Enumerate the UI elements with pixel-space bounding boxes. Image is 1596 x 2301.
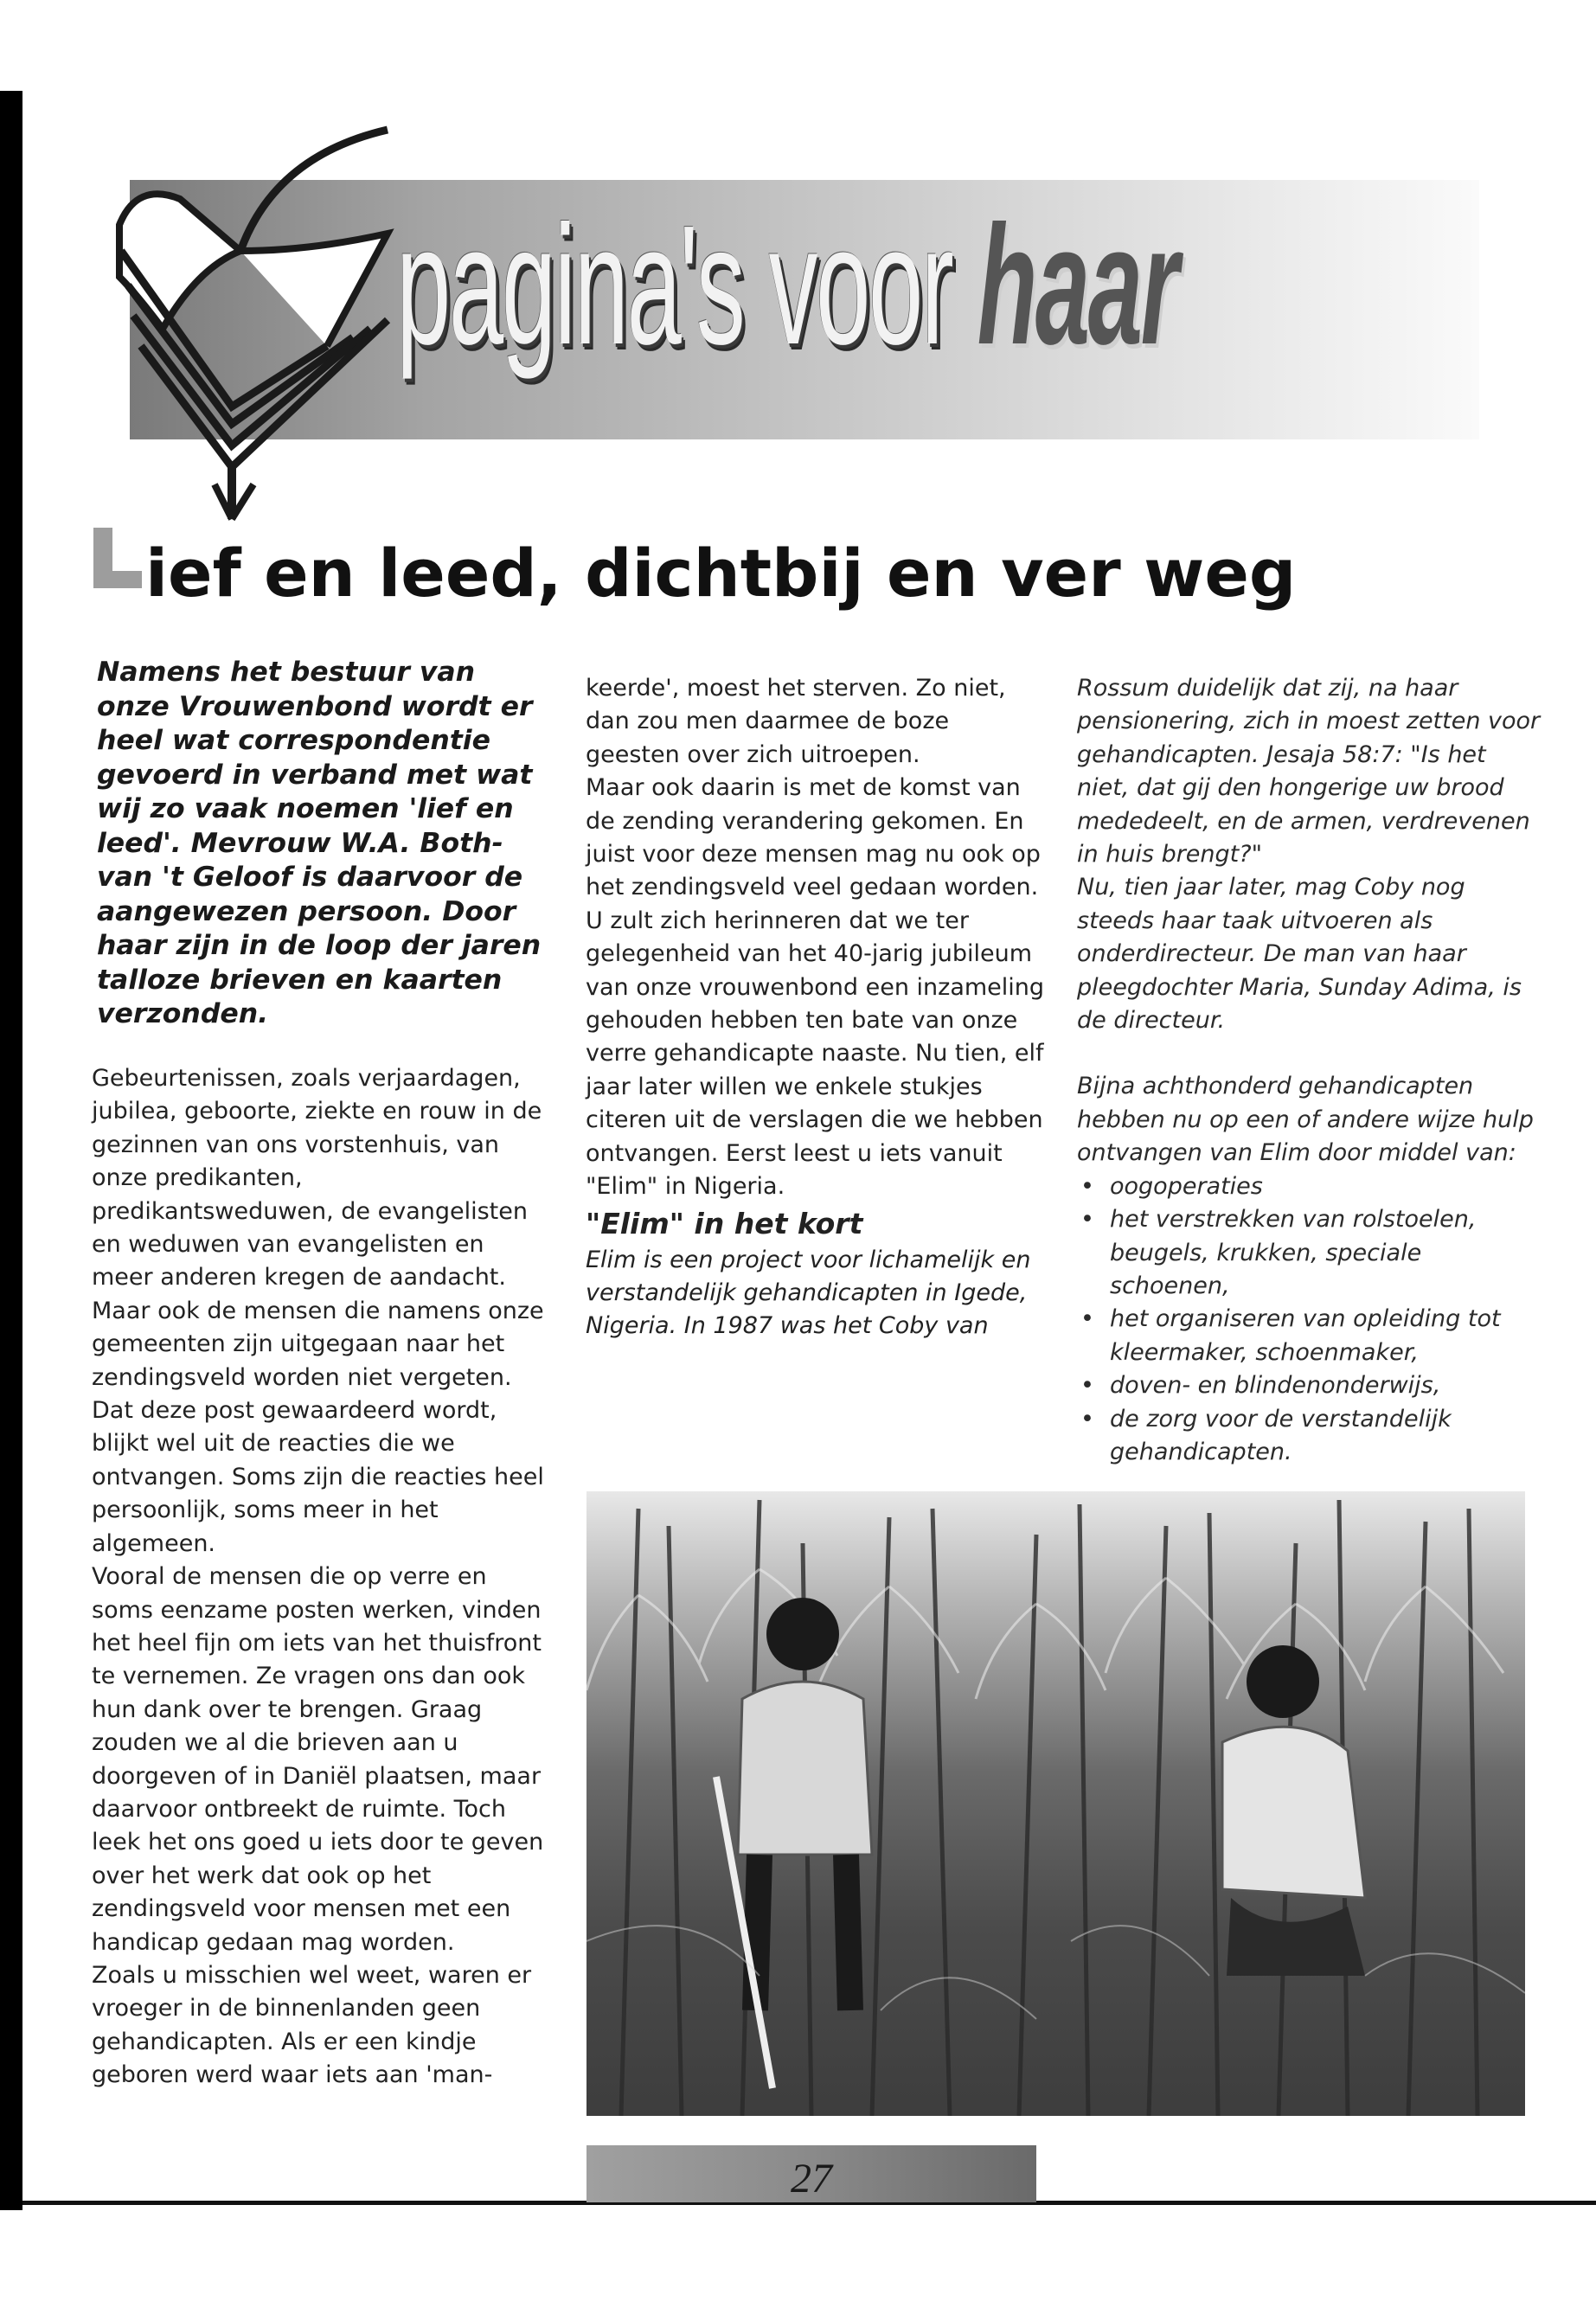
column-2 [586,672,1048,1343]
list-item: • het verstrekken van rolstoelen, beugels, krukken, speciale schoenen, [1077,1203,1544,1303]
list-item: • doven- en blindenonderwijs, [1077,1369,1544,1402]
paragraph: Bijna achthonderd gehandicapten hebben nu op een of andere wijze hulp ontvangen van Elim door middel van: [1077,1073,1534,1167]
photo-illustration [586,1491,1525,2116]
bullet-list [1077,1170,1544,1470]
paragraph: Zoals u misschien wel weet, waren er vroeger in de binnenlanden geen gehandicapten. Als er een kindje geboren werd waar iets aan 'man- [92,1961,532,2089]
paragraph: Vooral de mensen die op verre en soms eenzame posten werken, vinden het heel fijn om iets van het thuisfront te vernemen. Ze vragen ons dan ook hun dank over te brengen. Graag zouden we al die brieven aan u doorgeven of in Daniël plaatsen, maar daarvoor ontbreekt de ruimte. Toch leek het ons goed u iets door te geven over het werk dat ook op het zendingsveld voor mensen met een handicap gedaan mag worden. [92,1563,544,1956]
list-item: • oogoperaties [1077,1170,1544,1203]
bullet-glyph: • [1080,1206,1094,1234]
photo-children-in-cornfield [586,1491,1525,2116]
section-title-main: pagina's voor [396,190,977,380]
paragraph: U zult zich herinneren dat we ter gelegenheid van het 40-jarig jubileum van onze vrouwenbond een inzameling gehouden hebben ten bate van onze verre gehandicapte naaste. Nu tien, elf jaar later willen we enkele stukjes citeren uit de verslagen die we hebben ontvangen. Eerst leest u iets vanuit "Elim" in Nigeria. [586,907,1045,1201]
section-title [396,186,1177,385]
column-1 [92,1062,547,2093]
page-number: 27 [586,2145,1036,2202]
bullet-glyph: • [1080,1372,1094,1400]
bullet-glyph: • [1080,1405,1094,1433]
spacer [1077,1037,1544,1070]
article-headline [93,526,1296,621]
column-3 [1077,672,1544,1469]
paragraph: Maar ook daarin is met de komst van de zending verandering gekomen. En juist voor deze mensen mag nu ook op het zendingsveld veel gedaan worden. [586,774,1041,901]
paragraph: Elim is een project voor lichamelijk en verstandelijk gehandicapten in Igede, Nigeria. In 1987 was het Coby van [586,1246,1031,1340]
list-item: • het organiseren van opleiding tot kleermaker, schoenmaker, [1077,1303,1544,1369]
intro-paragraph: Namens het bestuur van onze Vrouwenbond wordt er heel wat correspondentie gevoerd in verband met wat wij zo vaak noemen 'lief en leed'. Mevrouw W.A. Both-van 't Geloof is daarvoor de aangewezen persoon. Door haar zijn in de loop der jaren talloze brieven en kaarten verzonden. [97,657,542,1029]
headline-dropcap [93,528,142,588]
headline-text: ief en leed, dichtbij en ver weg [145,535,1297,612]
subheading: "Elim" in het kort [586,1206,863,1240]
section-title-emphasis: haar [977,190,1177,380]
bullet-glyph: • [1080,1305,1094,1333]
child-left [716,1598,872,2088]
list-item: • de zorg voor de verstandelijk gehandicapten. [1077,1403,1544,1470]
bullet-glyph: • [1080,1172,1094,1200]
paragraph: keerde', moest het sterven. Zo niet, dan zou men daarmee de boze geesten over zich uitroepen. [586,675,1006,768]
paragraph: Gebeurtenissen, zoals verjaardagen, jubilea, geboorte, ziekte en rouw in de gezinnen van ons vorstenhuis, van onze predikanten, predikantsweduwen, de evangelisten en weduwen van evangelisten en meer anderen kregen de aandacht. Maar ook de mensen die namens onze gemeenten zijn uitgegaan naar het zendingsveld worden niet vergeten. Dat deze post gewaardeerd wordt, blijkt wel uit de reacties die we ontvangen. Soms zijn die reacties heel persoonlijk, soms meer in het algemeen. [92,1065,544,1557]
intro-lead [97,656,547,1032]
left-margin-bar [0,91,22,2210]
paragraph: Rossum duidelijk dat zij, na haar pensionering, zich in moest zetten voor gehandicapten. Jesaja 58:7: "Is het niet, dat gij den hongerige uw brood mededeelt, en de armen, verdrevenen in huis brengt?" [1077,675,1541,868]
paragraph: Nu, tien jaar later, mag Coby nog steeds haar taak uitvoeren als onderdirecteur. De man van haar pleegdochter Maria, Sunday Adima, is de directeur. [1077,874,1522,1035]
